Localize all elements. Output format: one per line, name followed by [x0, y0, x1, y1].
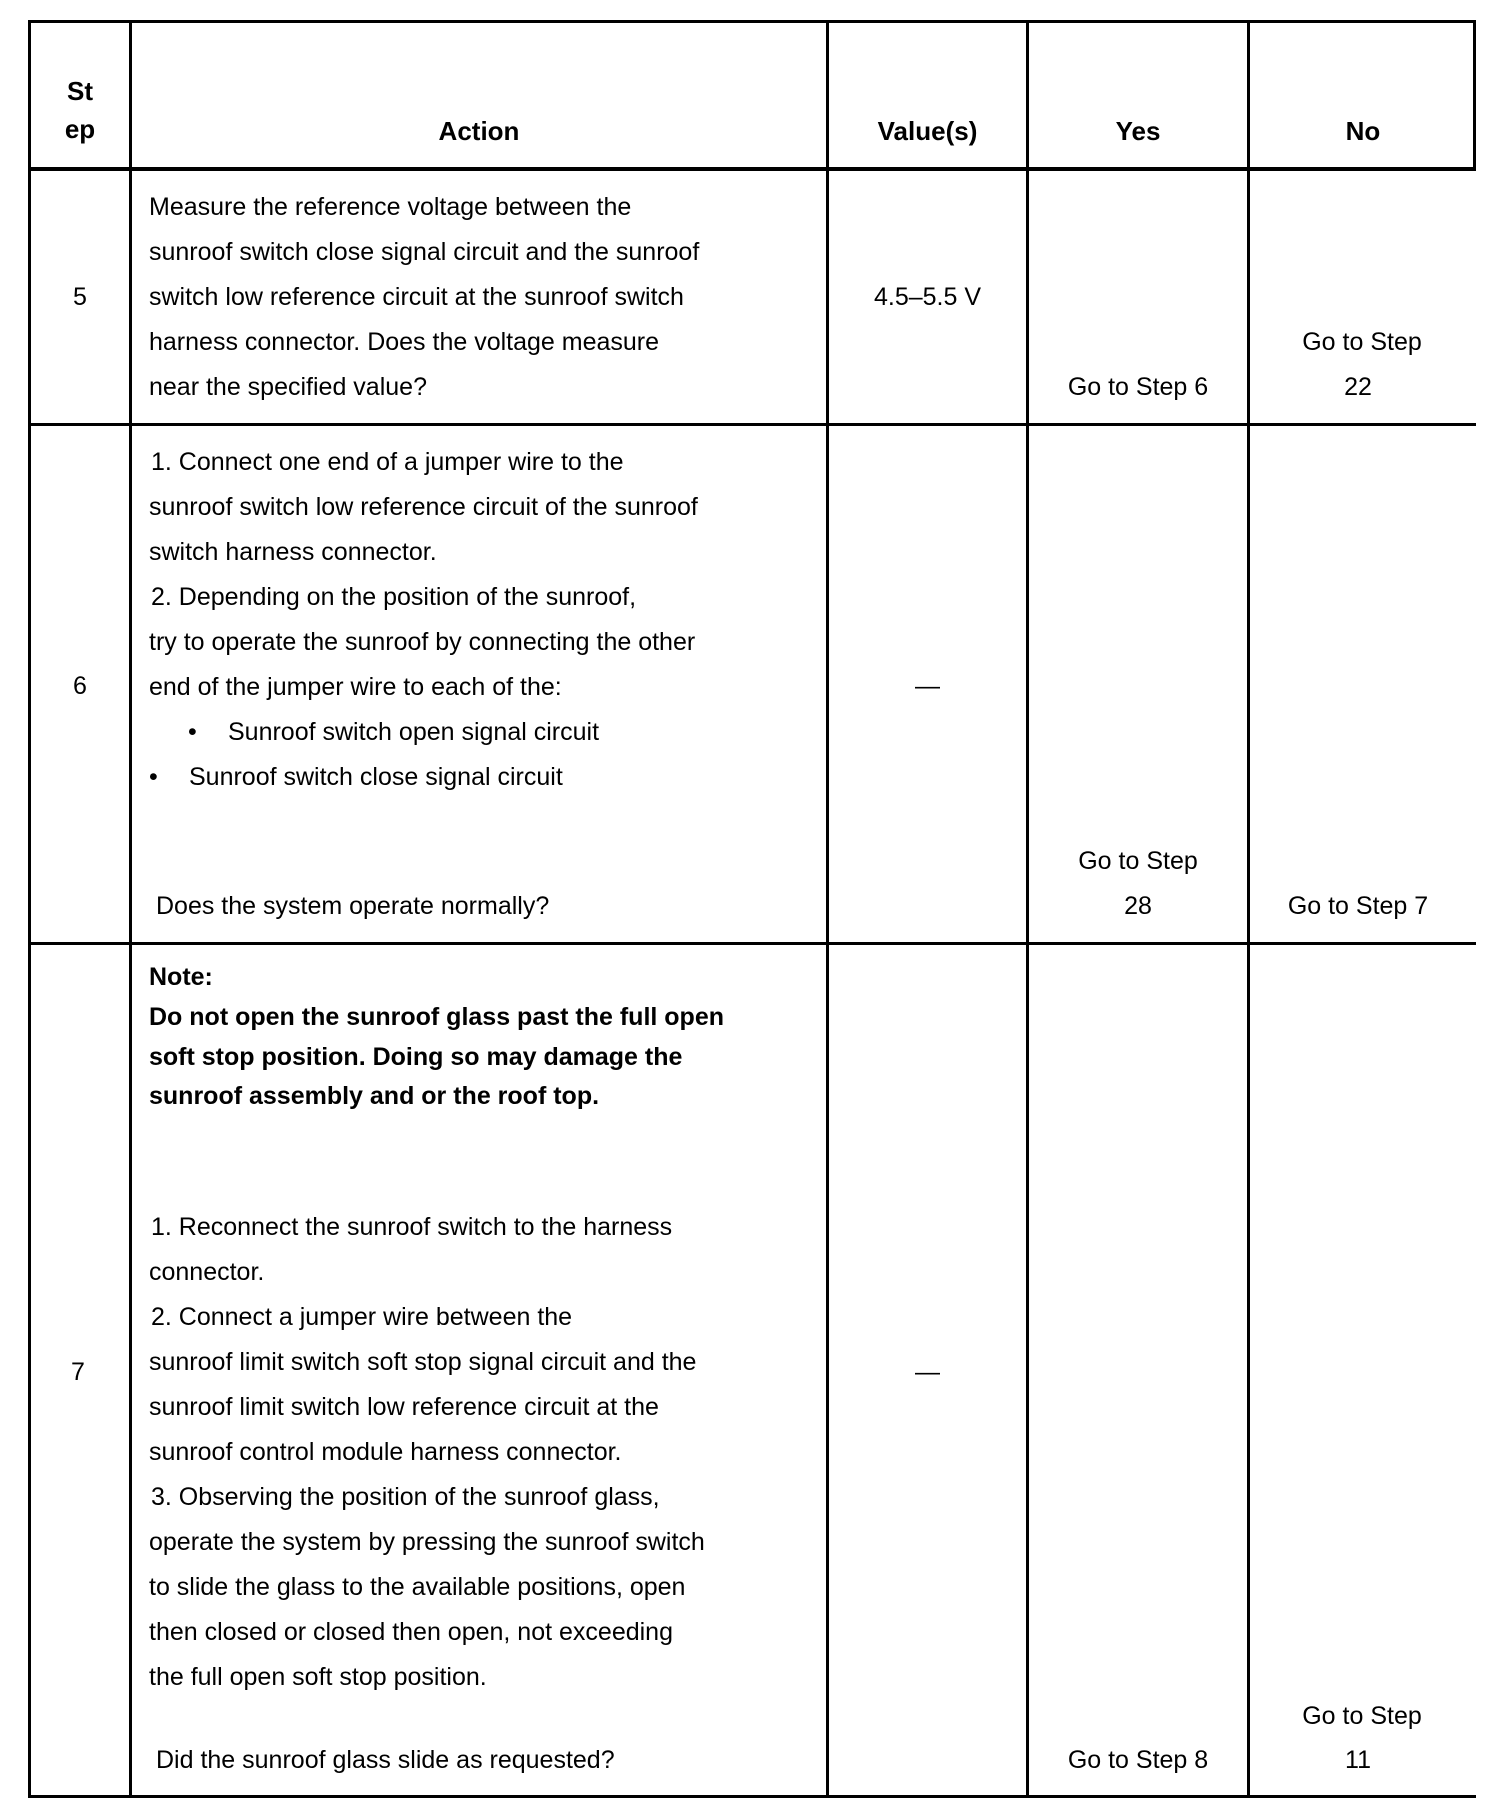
column-divider-step	[129, 20, 132, 1798]
row-5-action-line: switch low reference circuit at the sunroof switch	[149, 283, 684, 311]
row-6-bullet-item	[188, 710, 599, 755]
table-border-bottom	[28, 1795, 1476, 1798]
header-values: Value(s)	[877, 116, 978, 146]
row-5-action-line: Measure the reference voltage between the	[149, 193, 632, 221]
row-7-question: Did the sunroof glass slide as requested?	[156, 1746, 615, 1774]
row-7-note-title: Note:	[149, 963, 213, 991]
row-6-action-line: end of the jumper wire to each of the:	[149, 673, 562, 701]
row-5-step: 5	[73, 283, 87, 311]
diagnostic-table	[28, 20, 1476, 1798]
bullet-icon: •	[149, 763, 158, 791]
row-divider-5	[28, 423, 1476, 426]
row-7-action-line: to slide the glass to the available positions, open	[149, 1573, 686, 1601]
row-6-action-line: sunroof switch low reference circuit of the sunroof	[149, 493, 698, 521]
row-5-action-line: harness connector. Does the voltage measure	[149, 328, 660, 356]
row-6-action-line: switch harness connector.	[149, 538, 437, 566]
row-6-yes-line2: 28	[1124, 892, 1152, 920]
row-7-action-line: then closed or closed then open, not exceeding	[149, 1618, 673, 1646]
bullet-text: Sunroof switch open signal circuit	[228, 718, 600, 746]
row-7-value: —	[915, 1358, 940, 1386]
row-7-note-line: soft stop position. Doing so may damage the	[149, 1043, 683, 1071]
row-7-action-line: sunroof limit switch soft stop signal circuit and the	[149, 1348, 697, 1376]
row-7-action-line: the full open soft stop position.	[149, 1663, 487, 1691]
row-5-no-line2: 22	[1344, 373, 1372, 401]
row-5-yes: Go to Step 6	[1067, 373, 1209, 401]
bullet-icon: •	[188, 718, 197, 746]
header-step-line2: ep	[64, 114, 96, 144]
row-7-action-line: 2. Connect a jumper wire between the	[151, 1303, 573, 1331]
row-7-action-line: 3. Observing the position of the sunroof glass,	[151, 1483, 660, 1511]
row-7-action-line: sunroof limit switch low reference circuit at the	[149, 1393, 659, 1421]
header-step	[31, 72, 129, 148]
row-6-no: Go to Step 7	[1287, 892, 1429, 920]
row-6-bullet-item	[149, 755, 563, 800]
row-5-action-line: near the specified value?	[149, 373, 427, 401]
row-6-question: Does the system operate normally?	[156, 892, 550, 920]
row-7-action-line: 1. Reconnect the sunroof switch to the harness	[151, 1213, 673, 1241]
table-border-top	[28, 20, 1476, 23]
row-6-value: —	[915, 672, 940, 700]
header-step-line1: St	[67, 76, 93, 106]
row-7-action-line: connector.	[149, 1258, 265, 1286]
row-6-yes-line1: Go to Step	[1078, 847, 1198, 875]
row-7-note-line: sunroof assembly and or the roof top.	[149, 1082, 600, 1110]
header-divider	[28, 167, 1476, 171]
row-5-no-line1: Go to Step	[1302, 328, 1422, 356]
header-action: Action	[438, 116, 520, 146]
row-7-action-line: operate the system by pressing the sunroof switch	[149, 1528, 705, 1556]
row-5-action-line: sunroof switch close signal circuit and the sunroof	[149, 238, 700, 266]
row-7-no-line2: 11	[1345, 1746, 1371, 1774]
row-divider-6	[28, 942, 1476, 945]
row-6-step: 6	[73, 672, 87, 700]
row-5-value: 4.5–5.5 V	[873, 283, 982, 311]
row-7-yes: Go to Step 8	[1067, 1746, 1209, 1774]
row-6-action-line: try to operate the sunroof by connecting the other	[149, 628, 696, 656]
row-7-action-line: sunroof control module harness connector.	[149, 1438, 622, 1466]
bullet-text: Sunroof switch close signal circuit	[189, 763, 563, 791]
header-yes: Yes	[1115, 116, 1161, 146]
header-no: No	[1345, 116, 1381, 146]
row-6-action-line: 2. Depending on the position of the sunroof,	[151, 583, 637, 611]
row-6-action-line: 1. Connect one end of a jumper wire to the	[151, 448, 624, 476]
row-7-note-line: Do not open the sunroof glass past the full open	[149, 1003, 724, 1031]
row-7-no-line1: Go to Step	[1302, 1702, 1422, 1730]
row-7-step: 7	[71, 1358, 85, 1386]
